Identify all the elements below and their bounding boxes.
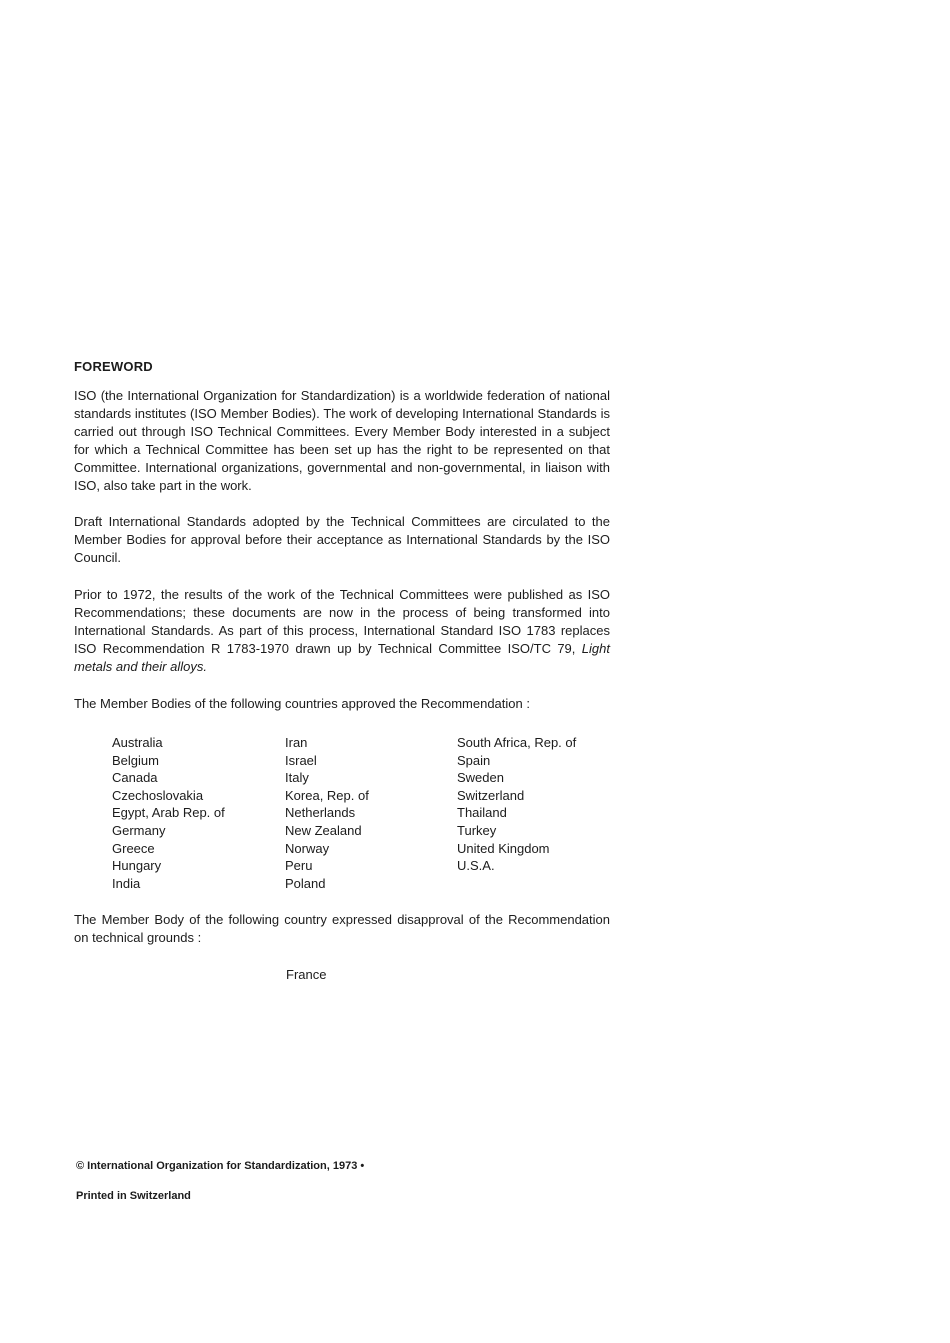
disapproval-intro: The Member Body of the following country expressed disapproval of the Recommendation on technical grounds : [74, 912, 610, 945]
paragraph-draft-standards: Draft International Standards adopted by the Technical Committees are circulated to the Member Bodies for approval before their acceptance as International Standards by the ISO Council. [74, 514, 610, 565]
country-list-column-2 [285, 734, 369, 892]
country-item: Australia [112, 735, 163, 750]
disapproving-country: France [286, 967, 327, 982]
country-item: Turkey [457, 822, 497, 838]
country-item: New Zealand [285, 822, 362, 838]
country-item: Peru [285, 858, 313, 874]
country-item: Czechoslovakia [112, 787, 204, 803]
country-item: India [112, 875, 141, 891]
approval-intro: The Member Bodies of the following countries approved the Recommendation : [74, 696, 530, 711]
country-item: U.S.A. [457, 858, 495, 874]
country-item: Canada [112, 770, 158, 786]
printed-location: Printed in Switzerland [76, 1190, 191, 1202]
country-item: South Africa, Rep. of [457, 735, 577, 750]
country-item: Switzerland [457, 787, 525, 803]
country-item: Netherlands [285, 805, 356, 821]
country-item: United Kingdom [457, 840, 550, 856]
country-list-column-1 [112, 734, 225, 892]
country-item: Egypt, Arab Rep. of [112, 805, 225, 821]
country-item: Italy [285, 770, 309, 786]
country-item: Hungary [112, 858, 162, 874]
section-heading: FOREWORD [74, 359, 153, 374]
country-item: Norway [285, 840, 330, 856]
copyright-notice: © International Organization for Standardization, 1973 • [76, 1160, 365, 1172]
country-item: Thailand [457, 805, 507, 821]
paragraph-history [74, 586, 610, 676]
country-item: Israel [285, 752, 317, 768]
country-item: Iran [285, 735, 308, 750]
country-item: Sweden [457, 770, 504, 786]
country-list-column-3 [457, 734, 576, 875]
country-item: Poland [285, 875, 326, 891]
country-item: Greece [112, 840, 155, 856]
history-text: Prior to 1972, the results of the work of the Technical Committees were published as ISO Recommendations; these documents are now in the process of being transformed into International Standards. As part of this process, International Standard ISO 1783 replaces ISO Recommendation R 1783-1970 drawn up by Technical Committee ISO/TC 79, [74, 587, 610, 656]
committee-title: Light metals and their alloys. [74, 641, 610, 674]
country-item: Korea, Rep. of [285, 787, 369, 803]
country-item: Belgium [112, 752, 159, 768]
country-item: Spain [457, 752, 491, 768]
country-item: Germany [112, 822, 166, 838]
paragraph-iso-intro: ISO (the International Organization for Standardization) is a worldwide federation of national standards institutes (ISO Member Bodies). The work of developing International Standards is carried out through ISO Technical Committees. Every Member Body interested in a subject for which a Technical Committee has been set up has the right to be represented on that Committee. International organizations, governmental and non-governmental, in liaison with ISO, also take part in the work. [74, 388, 610, 493]
